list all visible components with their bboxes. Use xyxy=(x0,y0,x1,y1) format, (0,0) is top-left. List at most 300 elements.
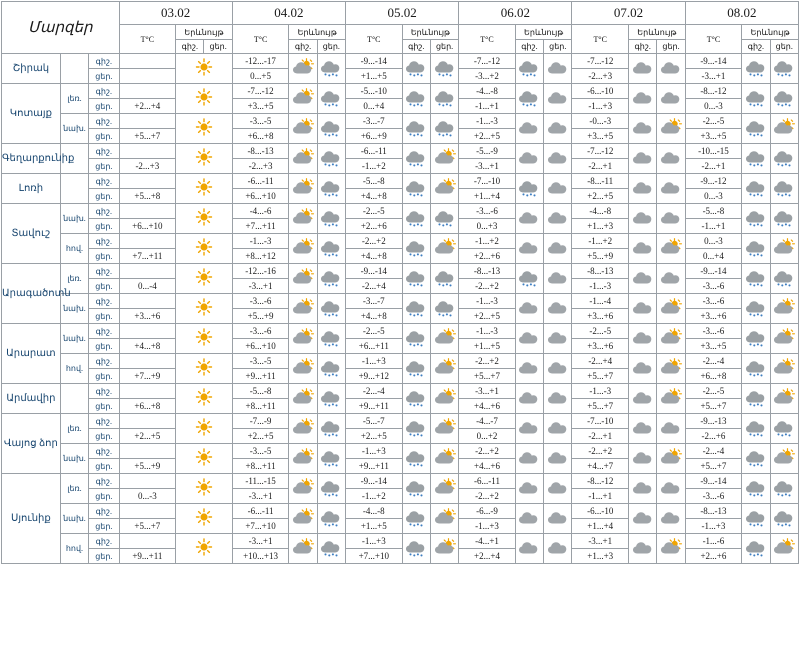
temperature-cell: +5...+8 xyxy=(119,189,176,204)
temperature-cell: 0...-3 xyxy=(119,489,176,504)
time-label: ցեր. xyxy=(89,429,119,444)
weather-icon-cloud-sun xyxy=(289,294,317,324)
region-name-9: Սյունիք xyxy=(2,474,61,564)
weather-icon-cloud xyxy=(544,504,572,534)
temperature-cell: -2...+2 xyxy=(459,489,516,504)
weather-icon-cloud xyxy=(544,354,572,384)
weather-icon-cloud-snow xyxy=(770,414,798,444)
weather-icon-cloud-sun xyxy=(289,264,317,294)
weather-icon-cloud xyxy=(515,414,543,444)
temperature-cell xyxy=(119,324,176,339)
temperature-cell: -2...+1 xyxy=(685,159,742,174)
weather-icon-cloud-snow xyxy=(317,84,345,114)
temperature-cell: +3...+5 xyxy=(685,339,742,354)
weather-icon-cloud-snow xyxy=(430,84,458,114)
temperature-cell: -8...-13 xyxy=(685,504,742,519)
weather-icon-cloud xyxy=(515,444,543,474)
header-day-label-0: ցեր. xyxy=(204,40,232,54)
table-row xyxy=(2,414,799,429)
weather-icon-sun xyxy=(176,84,233,114)
time-label: ցեր. xyxy=(89,129,119,144)
header-night-label-0: գիշ. xyxy=(176,40,204,54)
temperature-cell: -9...-14 xyxy=(685,264,742,279)
weather-icon-cloud-snow xyxy=(742,414,770,444)
temperature-cell: -9...-12 xyxy=(685,174,742,189)
temperature-cell: -5...-8 xyxy=(232,384,289,399)
weather-icon-cloud-snow xyxy=(317,444,345,474)
temperature-cell: -6...-10 xyxy=(572,504,629,519)
time-label: գիշ. xyxy=(89,144,119,159)
weather-icon-sun xyxy=(176,414,233,444)
weather-icon-cloud-sun xyxy=(289,534,317,564)
weather-icon-cloud-snow xyxy=(742,144,770,174)
temperature-cell: 0...-4 xyxy=(119,279,176,294)
weather-icon-cloud xyxy=(544,114,572,144)
zone-label-3-0 xyxy=(60,174,88,204)
temperature-cell: -0...-3 xyxy=(572,114,629,129)
table-row xyxy=(2,444,799,459)
temperature-cell: -6...-11 xyxy=(345,144,402,159)
time-label: ցեր. xyxy=(89,549,119,564)
temperature-cell: -2...-4 xyxy=(685,354,742,369)
temperature-cell: -1...+3 xyxy=(572,99,629,114)
temperature-cell: -11...-15 xyxy=(232,474,289,489)
temperature-cell: -3...-6 xyxy=(685,489,742,504)
time-label: ցեր. xyxy=(89,519,119,534)
temperature-cell: +3...+5 xyxy=(232,99,289,114)
weather-icon-cloud-sun xyxy=(657,534,685,564)
temperature-cell: -8...-13 xyxy=(232,144,289,159)
weather-icon-sun xyxy=(176,354,233,384)
weather-icon-cloud xyxy=(657,204,685,234)
weather-icon-sun xyxy=(176,474,233,504)
temperature-cell: -2...+2 xyxy=(345,234,402,249)
table-row xyxy=(2,474,799,489)
header-temp-label-2: T°C xyxy=(345,25,402,54)
weather-icon-cloud-snow xyxy=(402,204,430,234)
weather-icon-cloud-sun xyxy=(289,204,317,234)
weather-icon-cloud xyxy=(544,264,572,294)
weather-icon-cloud xyxy=(657,264,685,294)
weather-icon-cloud-sun xyxy=(289,384,317,414)
table-row xyxy=(2,294,799,309)
time-label: գիշ. xyxy=(89,264,119,279)
temperature-cell: -1...-3 xyxy=(459,294,516,309)
weather-icon-cloud-sun xyxy=(657,294,685,324)
weather-icon-cloud xyxy=(629,384,657,414)
temperature-cell: -1...-3 xyxy=(232,234,289,249)
temperature-cell: -3...+1 xyxy=(232,279,289,294)
temperature-cell: +9...+12 xyxy=(345,369,402,384)
temperature-cell: -2...+3 xyxy=(572,69,629,84)
region-name-6: Արարատ xyxy=(2,324,61,384)
temperature-cell: 0...+4 xyxy=(345,99,402,114)
zone-label-9-0: լեռ. xyxy=(60,474,88,504)
temperature-cell xyxy=(119,84,176,99)
temperature-cell: +7...+11 xyxy=(232,219,289,234)
weather-icon-cloud-snow xyxy=(430,264,458,294)
temperature-cell: -6...-11 xyxy=(459,474,516,489)
temperature-cell: -2...+2 xyxy=(459,354,516,369)
temperature-cell xyxy=(119,534,176,549)
temperature-cell: +2...+4 xyxy=(459,549,516,564)
time-label: գիշ. xyxy=(89,354,119,369)
weather-icon-cloud-sun xyxy=(657,234,685,264)
temperature-cell: -3...+2 xyxy=(459,69,516,84)
weather-icon-sun xyxy=(176,504,233,534)
temperature-cell: -5...-8 xyxy=(345,174,402,189)
weather-icon-cloud xyxy=(515,534,543,564)
temperature-cell: -3...+1 xyxy=(232,534,289,549)
temperature-cell xyxy=(119,204,176,219)
temperature-cell: +3...+5 xyxy=(685,129,742,144)
temperature-cell: -9...-14 xyxy=(345,474,402,489)
table-row xyxy=(2,384,799,399)
temperature-cell: -3...-7 xyxy=(345,294,402,309)
temperature-cell: -2...+4 xyxy=(572,354,629,369)
temperature-cell: -1...+1 xyxy=(572,489,629,504)
temperature-cell: +8...+11 xyxy=(232,459,289,474)
temperature-cell: -4...-6 xyxy=(232,204,289,219)
temperature-cell: -5...-7 xyxy=(345,414,402,429)
temperature-cell: -7...-10 xyxy=(459,174,516,189)
weather-icon-cloud xyxy=(657,174,685,204)
table-row xyxy=(2,264,799,279)
temperature-cell xyxy=(119,144,176,159)
temperature-cell: +3...+6 xyxy=(685,309,742,324)
weather-icon-cloud-snow xyxy=(317,234,345,264)
weather-icon-cloud-snow xyxy=(770,474,798,504)
table-row xyxy=(2,114,799,129)
temperature-cell: +6...+11 xyxy=(345,339,402,354)
zone-label-8-1: նախ. xyxy=(60,444,88,474)
temperature-cell: -3...+1 xyxy=(232,489,289,504)
weather-icon-cloud-sun xyxy=(289,474,317,504)
weather-icon-cloud-snow xyxy=(430,54,458,84)
weather-icon-cloud xyxy=(657,414,685,444)
temperature-cell: -2...+3 xyxy=(232,159,289,174)
temperature-cell: +1...+3 xyxy=(572,219,629,234)
weather-icon-cloud-sun xyxy=(430,324,458,354)
weather-icon-cloud-sun xyxy=(430,504,458,534)
header-date-0: 03.02 xyxy=(119,2,232,25)
temperature-cell xyxy=(119,504,176,519)
table-row xyxy=(2,534,799,549)
temperature-cell: -3...+1 xyxy=(685,69,742,84)
time-label: գիշ. xyxy=(89,234,119,249)
weather-icon-cloud-snow xyxy=(402,114,430,144)
time-label: գիշ. xyxy=(89,324,119,339)
time-label: գիշ. xyxy=(89,534,119,549)
table-row xyxy=(2,84,799,99)
temperature-cell: +2...+5 xyxy=(232,429,289,444)
region-name-5: Արագածոտն xyxy=(2,264,61,324)
weather-icon-cloud xyxy=(544,384,572,414)
header-date-3: 06.02 xyxy=(459,2,572,25)
weather-icon-cloud xyxy=(515,504,543,534)
weather-icon-cloud xyxy=(515,204,543,234)
weather-icon-cloud xyxy=(544,144,572,174)
weather-icon-cloud-snow xyxy=(742,114,770,144)
time-label: ցեր. xyxy=(89,69,119,84)
time-label: ցեր. xyxy=(89,339,119,354)
time-label: ցեր. xyxy=(89,369,119,384)
temperature-cell: +4...+6 xyxy=(459,459,516,474)
temperature-cell: -7...-12 xyxy=(232,84,289,99)
weather-icon-cloud-sun xyxy=(430,474,458,504)
temperature-cell: -3...-5 xyxy=(232,354,289,369)
temperature-cell: -6...-11 xyxy=(232,174,289,189)
temperature-cell: -2...+4 xyxy=(345,279,402,294)
temperature-cell: -1...+1 xyxy=(685,219,742,234)
weather-icon-sun xyxy=(176,144,233,174)
temperature-cell: +5...+7 xyxy=(459,369,516,384)
header-day-label-2: ցեր. xyxy=(430,40,458,54)
header-day-label-3: ցեր. xyxy=(544,40,572,54)
temperature-cell: +2...+5 xyxy=(459,309,516,324)
temperature-cell: +6...+10 xyxy=(232,189,289,204)
temperature-cell: -3...+1 xyxy=(572,534,629,549)
weather-icon-cloud-snow xyxy=(742,324,770,354)
temperature-cell: +2...+5 xyxy=(119,429,176,444)
weather-icon-cloud-sun xyxy=(289,324,317,354)
weather-icon-cloud-sun xyxy=(289,444,317,474)
weather-icon-cloud-sun xyxy=(430,354,458,384)
header-date-1: 04.02 xyxy=(232,2,345,25)
zone-label-4-1: հով. xyxy=(60,234,88,264)
weather-icon-cloud-snow xyxy=(742,174,770,204)
weather-icon-cloud-snow xyxy=(515,54,543,84)
temperature-cell: -1...+2 xyxy=(345,489,402,504)
weather-icon-cloud xyxy=(544,324,572,354)
temperature-cell: -9...-14 xyxy=(345,54,402,69)
weather-icon-cloud-snow xyxy=(742,264,770,294)
weather-icon-cloud-sun xyxy=(770,534,798,564)
temperature-cell: -7...-10 xyxy=(572,414,629,429)
weather-icon-cloud xyxy=(629,114,657,144)
temperature-cell: -3...-6 xyxy=(232,294,289,309)
temperature-cell: +6...+8 xyxy=(232,129,289,144)
temperature-cell: 0...+3 xyxy=(459,219,516,234)
time-label: գիշ. xyxy=(89,204,119,219)
weather-icon-cloud-snow xyxy=(770,174,798,204)
region-name-4: Տավուշ xyxy=(2,204,61,264)
weather-icon-cloud-sun xyxy=(770,114,798,144)
temperature-cell: 0...-3 xyxy=(685,99,742,114)
weather-icon-cloud-snow xyxy=(317,294,345,324)
weather-icon-cloud xyxy=(515,474,543,504)
temperature-cell: +5...+7 xyxy=(685,399,742,414)
weather-icon-cloud-snow xyxy=(770,144,798,174)
temperature-cell: +1...+4 xyxy=(459,189,516,204)
weather-icon-cloud-sun xyxy=(430,444,458,474)
weather-icon-cloud xyxy=(544,54,572,84)
weather-icon-cloud-snow xyxy=(402,84,430,114)
weather-icon-cloud-sun xyxy=(770,294,798,324)
temperature-cell: +3...+5 xyxy=(572,129,629,144)
weather-icon-cloud-snow xyxy=(742,84,770,114)
weather-icon-cloud xyxy=(629,234,657,264)
header-date-2: 05.02 xyxy=(345,2,458,25)
weather-icon-cloud xyxy=(544,444,572,474)
weather-icon-cloud-sun xyxy=(430,384,458,414)
weather-icon-cloud-sun xyxy=(657,324,685,354)
weather-icon-cloud xyxy=(657,84,685,114)
temperature-cell: -3...-6 xyxy=(232,324,289,339)
weather-icon-cloud xyxy=(629,294,657,324)
temperature-cell: +3...+6 xyxy=(572,339,629,354)
temperature-cell: -2...+3 xyxy=(119,159,176,174)
temperature-cell: -9...-14 xyxy=(685,54,742,69)
zone-label-5-1: նախ. xyxy=(60,294,88,324)
weather-icon-sun xyxy=(176,204,233,234)
temperature-cell: +9...+11 xyxy=(119,549,176,564)
temperature-cell: -6...-10 xyxy=(572,84,629,99)
weather-icon-cloud xyxy=(629,534,657,564)
header-day-label-5: ցեր. xyxy=(770,40,798,54)
temperature-cell: -1...-3 xyxy=(572,384,629,399)
temperature-cell: -1...-3 xyxy=(459,114,516,129)
temperature-cell: +7...+10 xyxy=(345,549,402,564)
temperature-cell: +1...+5 xyxy=(345,519,402,534)
weather-icon-cloud xyxy=(544,474,572,504)
header-temp-label-4: T°C xyxy=(572,25,629,54)
time-label: ցեր. xyxy=(89,249,119,264)
weather-icon-sun xyxy=(176,234,233,264)
temperature-cell xyxy=(119,234,176,249)
weather-icon-cloud-snow xyxy=(402,324,430,354)
weather-icon-cloud-snow xyxy=(515,84,543,114)
weather-icon-cloud-snow xyxy=(742,354,770,384)
weather-icon-cloud-sun xyxy=(770,384,798,414)
weather-icon-cloud-snow xyxy=(402,264,430,294)
temperature-cell: +7...+11 xyxy=(119,249,176,264)
temperature-cell: 0...-3 xyxy=(685,189,742,204)
temperature-cell: -5...-8 xyxy=(685,204,742,219)
temperature-cell: +1...+3 xyxy=(572,549,629,564)
temperature-cell: +3...+6 xyxy=(572,309,629,324)
weather-icon-sun xyxy=(176,174,233,204)
weather-icon-cloud-sun xyxy=(430,234,458,264)
weather-icon-cloud xyxy=(657,54,685,84)
time-label: գիշ. xyxy=(89,54,119,69)
weather-icon-cloud-snow xyxy=(402,234,430,264)
temperature-cell: -7...-12 xyxy=(459,54,516,69)
weather-icon-cloud xyxy=(629,414,657,444)
weather-icon-sun xyxy=(176,54,233,84)
temperature-cell: +7...+10 xyxy=(232,519,289,534)
weather-icon-sun xyxy=(176,264,233,294)
temperature-cell: +2...+4 xyxy=(119,99,176,114)
time-label: գիշ. xyxy=(89,384,119,399)
zone-label-6-1: հով. xyxy=(60,354,88,384)
weather-icon-cloud-snow xyxy=(770,504,798,534)
temperature-cell: -4...-8 xyxy=(345,504,402,519)
temperature-cell: +5...+7 xyxy=(572,399,629,414)
temperature-cell: +7...+9 xyxy=(119,369,176,384)
weather-icon-cloud-sun xyxy=(289,114,317,144)
weather-icon-cloud-snow xyxy=(402,144,430,174)
temperature-cell: +2...+6 xyxy=(459,249,516,264)
weather-icon-cloud-sun xyxy=(430,174,458,204)
weather-icon-cloud xyxy=(515,114,543,144)
weather-icon-cloud-snow xyxy=(742,534,770,564)
zone-label-7-0 xyxy=(60,384,88,414)
weather-icon-cloud-snow xyxy=(515,264,543,294)
temperature-cell: -2...+2 xyxy=(459,279,516,294)
weather-icon-cloud-sun xyxy=(657,384,685,414)
temperature-cell: -1...+3 xyxy=(345,534,402,549)
region-name-3: Լոռի xyxy=(2,174,61,204)
temperature-cell: +5...+9 xyxy=(119,459,176,474)
header-day-label-1: ցեր. xyxy=(317,40,345,54)
weather-icon-cloud xyxy=(657,144,685,174)
temperature-cell: -8...-12 xyxy=(685,84,742,99)
weather-icon-sun xyxy=(176,444,233,474)
temperature-cell: +9...+11 xyxy=(345,399,402,414)
weather-icon-cloud-snow xyxy=(402,354,430,384)
temperature-cell: -1...+2 xyxy=(572,234,629,249)
weather-icon-cloud xyxy=(629,174,657,204)
temperature-cell: -8...-12 xyxy=(572,474,629,489)
temperature-cell: -12...-16 xyxy=(232,264,289,279)
temperature-cell: -3...-6 xyxy=(459,204,516,219)
weather-icon-cloud xyxy=(657,474,685,504)
weather-icon-sun xyxy=(176,294,233,324)
table-row xyxy=(2,144,799,159)
temperature-cell: +2...+5 xyxy=(345,429,402,444)
temperature-cell: +2...+6 xyxy=(345,219,402,234)
weather-icon-sun xyxy=(176,114,233,144)
temperature-cell: +9...+11 xyxy=(232,369,289,384)
weather-icon-cloud-snow xyxy=(770,54,798,84)
header-night-label-3: գիշ. xyxy=(515,40,543,54)
temperature-cell: -4...-8 xyxy=(459,84,516,99)
temperature-cell: +6...+9 xyxy=(345,129,402,144)
table-row xyxy=(2,504,799,519)
temperature-cell: +5...+7 xyxy=(119,129,176,144)
time-label: գիշ. xyxy=(89,114,119,129)
weather-icon-cloud-sun xyxy=(430,144,458,174)
weather-icon-cloud xyxy=(544,534,572,564)
temperature-cell: -4...+1 xyxy=(459,534,516,549)
temperature-cell: -5...-9 xyxy=(459,144,516,159)
weather-icon-sun xyxy=(176,384,233,414)
header-sky-label-2: Երևնույթ xyxy=(402,25,459,40)
weather-icon-cloud-sun xyxy=(430,414,458,444)
weather-icon-cloud xyxy=(657,504,685,534)
weather-icon-cloud-snow xyxy=(402,504,430,534)
temperature-cell: +5...+7 xyxy=(119,519,176,534)
temperature-cell xyxy=(119,69,176,84)
temperature-cell: -1...-6 xyxy=(685,534,742,549)
region-name-0: Շիրակ xyxy=(2,54,61,84)
weather-icon-cloud xyxy=(629,324,657,354)
temperature-cell: -2...+2 xyxy=(572,444,629,459)
temperature-cell: +2...+5 xyxy=(459,129,516,144)
weather-icon-cloud-sun xyxy=(770,324,798,354)
weather-icon-cloud-snow xyxy=(317,414,345,444)
region-name-2: Գեղարքունիք xyxy=(2,144,61,174)
temperature-cell: -1...+2 xyxy=(345,159,402,174)
weather-icon-cloud-snow xyxy=(317,264,345,294)
zone-label-5-0: լեռ. xyxy=(60,264,88,294)
weather-icon-cloud-snow xyxy=(317,354,345,384)
temperature-cell: +2...+6 xyxy=(685,549,742,564)
temperature-cell: -2...+6 xyxy=(685,429,742,444)
temperature-cell: -9...-14 xyxy=(345,264,402,279)
temperature-cell: +2...+5 xyxy=(572,189,629,204)
